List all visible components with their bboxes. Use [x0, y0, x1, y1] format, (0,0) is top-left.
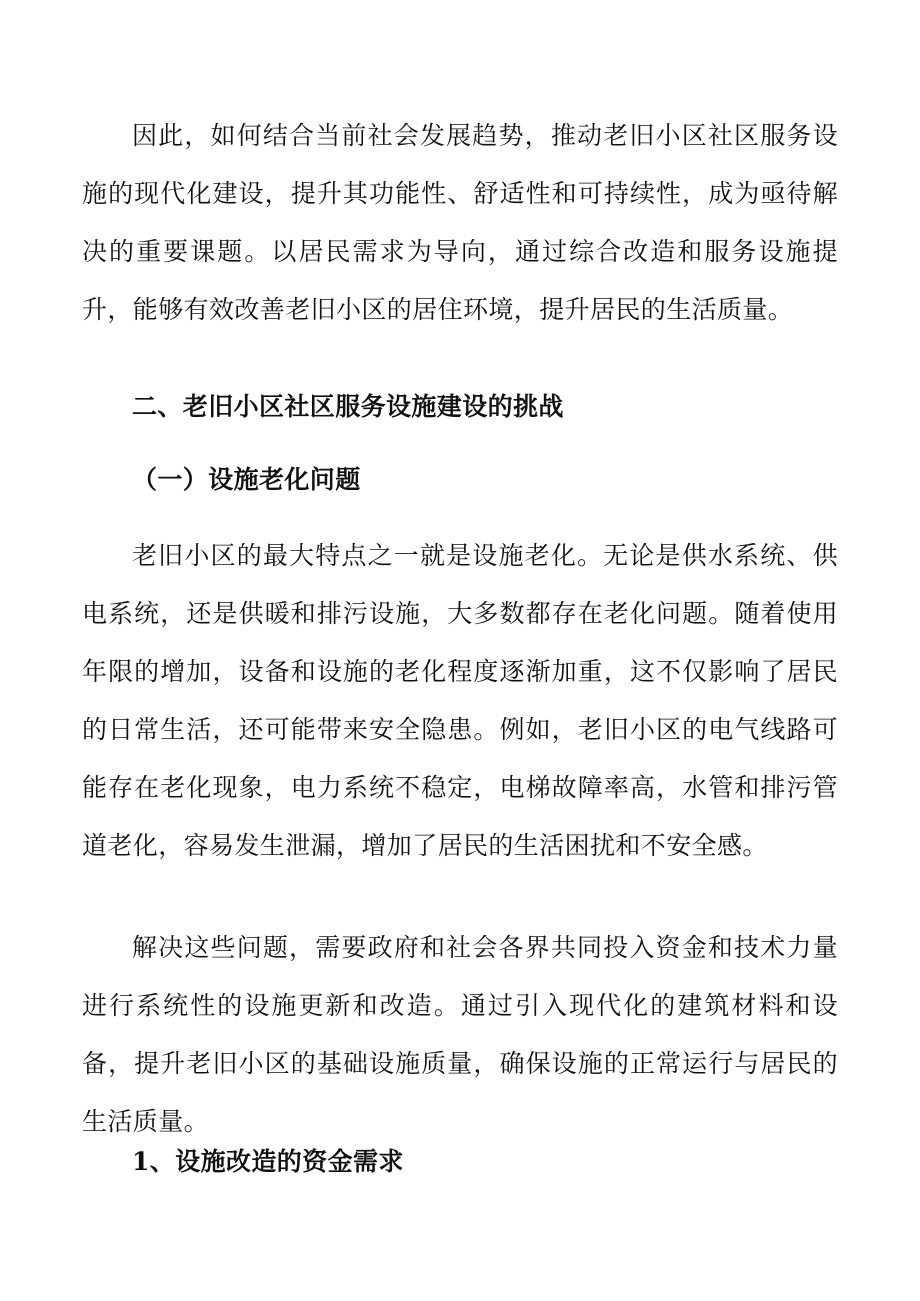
body-paragraph: 因此，如何结合当前社会发展趋势，推动老旧小区社区服务设施的现代化建设，提升其功能性、舒适性和可持续性，成为亟待解决的重要课题。以居民需求为导向，通过综合改造和服务设施提升，能够有效改善老旧小区的居住环境，提升居民的生活质量。 [82, 121, 838, 324]
body-paragraph: 解决这些问题，需要政府和社会各界共同投入资金和技术力量进行系统性的设施更新和改造。通过引入现代化的建筑材料和设备，提升老旧小区的基础设施质量，确保设施的正常运行与居民的生活质量。 [82, 933, 838, 1136]
subsection-heading: （一）设施老化问题 [132, 465, 361, 494]
body-paragraph: 老旧小区的最大特点之一就是设施老化。无论是供水系统、供电系统，还是供暖和排污设施，大多数都存在老化问题。随着使用年限的增加，设备和设施的老化程度逐渐加重，这不仅影响了居民的日常生活，还可能带来安全隐患。例如，老旧小区的电气线路可能存在老化现象，电力系统不稳定，电梯故障率高，水管和排污管道老化，容易发生泄漏，增加了居民的生活困扰和不安全感。 [82, 541, 838, 860]
item-heading: 1、设施改造的资金需求 [132, 1147, 404, 1176]
section-heading: 二、老旧小区社区服务设施建设的挑战 [132, 392, 564, 421]
